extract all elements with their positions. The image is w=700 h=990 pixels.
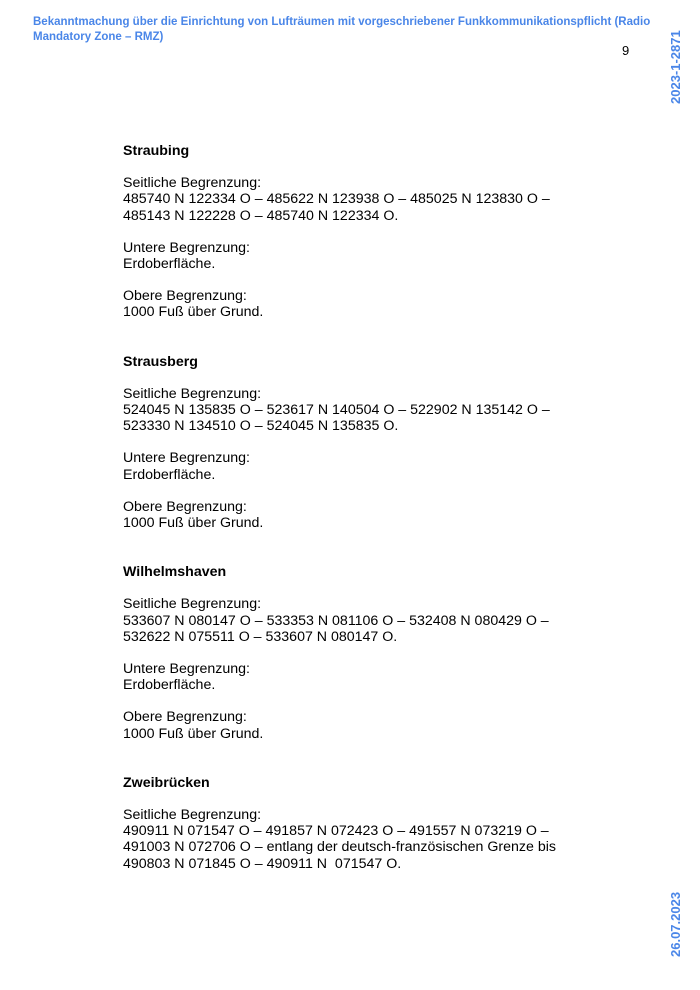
airspace-section: [123, 354, 583, 532]
boundary-label: Untere Begrenzung:: [123, 450, 250, 467]
boundary-block: [123, 175, 583, 224]
publication-date-margin: 26.07.2023: [668, 891, 683, 957]
boundary-label: Obere Begrenzung:: [123, 498, 247, 515]
boundary-label: Untere Begrenzung:: [123, 661, 250, 678]
boundary-label: Seitliche Begrenzung:: [123, 596, 262, 613]
boundary-value-line: 491003 N 072706 O – entlang der deutsch-französischen Grenze bis: [123, 839, 556, 856]
boundary-label: Untere Begrenzung:: [123, 239, 250, 256]
boundary-block: [123, 386, 583, 435]
boundary-value-line: 485740 N 122334 O – 485622 N 123938 O – 485025 N 123830 O –: [123, 191, 550, 208]
boundary-label: Obere Begrenzung:: [123, 709, 247, 726]
boundary-label: Obere Begrenzung:: [123, 288, 247, 305]
airspace-section: [123, 143, 583, 321]
boundary-block: [123, 288, 583, 320]
boundary-value-line: 524045 N 135835 O – 523617 N 140504 O – 522902 N 135142 O –: [123, 402, 550, 419]
boundary-block: [123, 709, 583, 741]
boundary-block: [123, 450, 583, 482]
boundary-value-line: 1000 Fuß über Grund.: [123, 725, 264, 742]
boundary-block: [123, 661, 583, 693]
boundary-block: [123, 499, 583, 531]
boundary-value-line: 490911 N 071547 O – 491857 N 072423 O – 491557 N 073219 O –: [123, 823, 549, 840]
page-number: 9: [622, 43, 630, 58]
document-header-title: Bekanntmachung über die Einrichtung von Lufträumen mit vorgeschriebener Funkkommunikationspflicht (Radio Mandatory Zone – RMZ): [33, 16, 651, 43]
boundary-label: Seitliche Begrenzung:: [123, 175, 262, 192]
document-id-margin: 2023-1-2871: [668, 30, 683, 104]
section-title: Strausberg: [123, 353, 198, 370]
boundary-block: [123, 240, 583, 272]
section-title: Wilhelmshaven: [123, 564, 227, 581]
boundary-value-line: 1000 Fuß über Grund.: [123, 515, 264, 532]
boundary-value-line: Erdoberfläche.: [123, 677, 216, 694]
boundary-value-line: 485143 N 122228 O – 485740 N 122334 O.: [123, 207, 399, 224]
section-title: Zweibrücken: [123, 774, 210, 791]
airspace-section: [123, 775, 583, 872]
document-body: [123, 143, 583, 905]
airspace-section: [123, 564, 583, 742]
boundary-block: [123, 596, 583, 645]
boundary-label: Seitliche Begrenzung:: [123, 385, 262, 402]
boundary-value-line: Erdoberfläche.: [123, 466, 216, 483]
boundary-value-line: 523330 N 134510 O – 524045 N 135835 O.: [123, 418, 399, 435]
boundary-value-line: 1000 Fuß über Grund.: [123, 304, 264, 321]
boundary-value-line: Erdoberfläche.: [123, 256, 216, 273]
section-title: Straubing: [123, 143, 190, 159]
boundary-block: [123, 807, 583, 872]
boundary-label: Seitliche Begrenzung:: [123, 807, 262, 824]
boundary-value-line: 490803 N 071845 O – 490911 N 071547 O.: [123, 855, 402, 872]
boundary-value-line: 532622 N 075511 O – 533607 N 080147 O.: [123, 628, 398, 645]
boundary-value-line: 533607 N 080147 O – 533353 N 081106 O – 532408 N 080429 O –: [123, 612, 549, 629]
